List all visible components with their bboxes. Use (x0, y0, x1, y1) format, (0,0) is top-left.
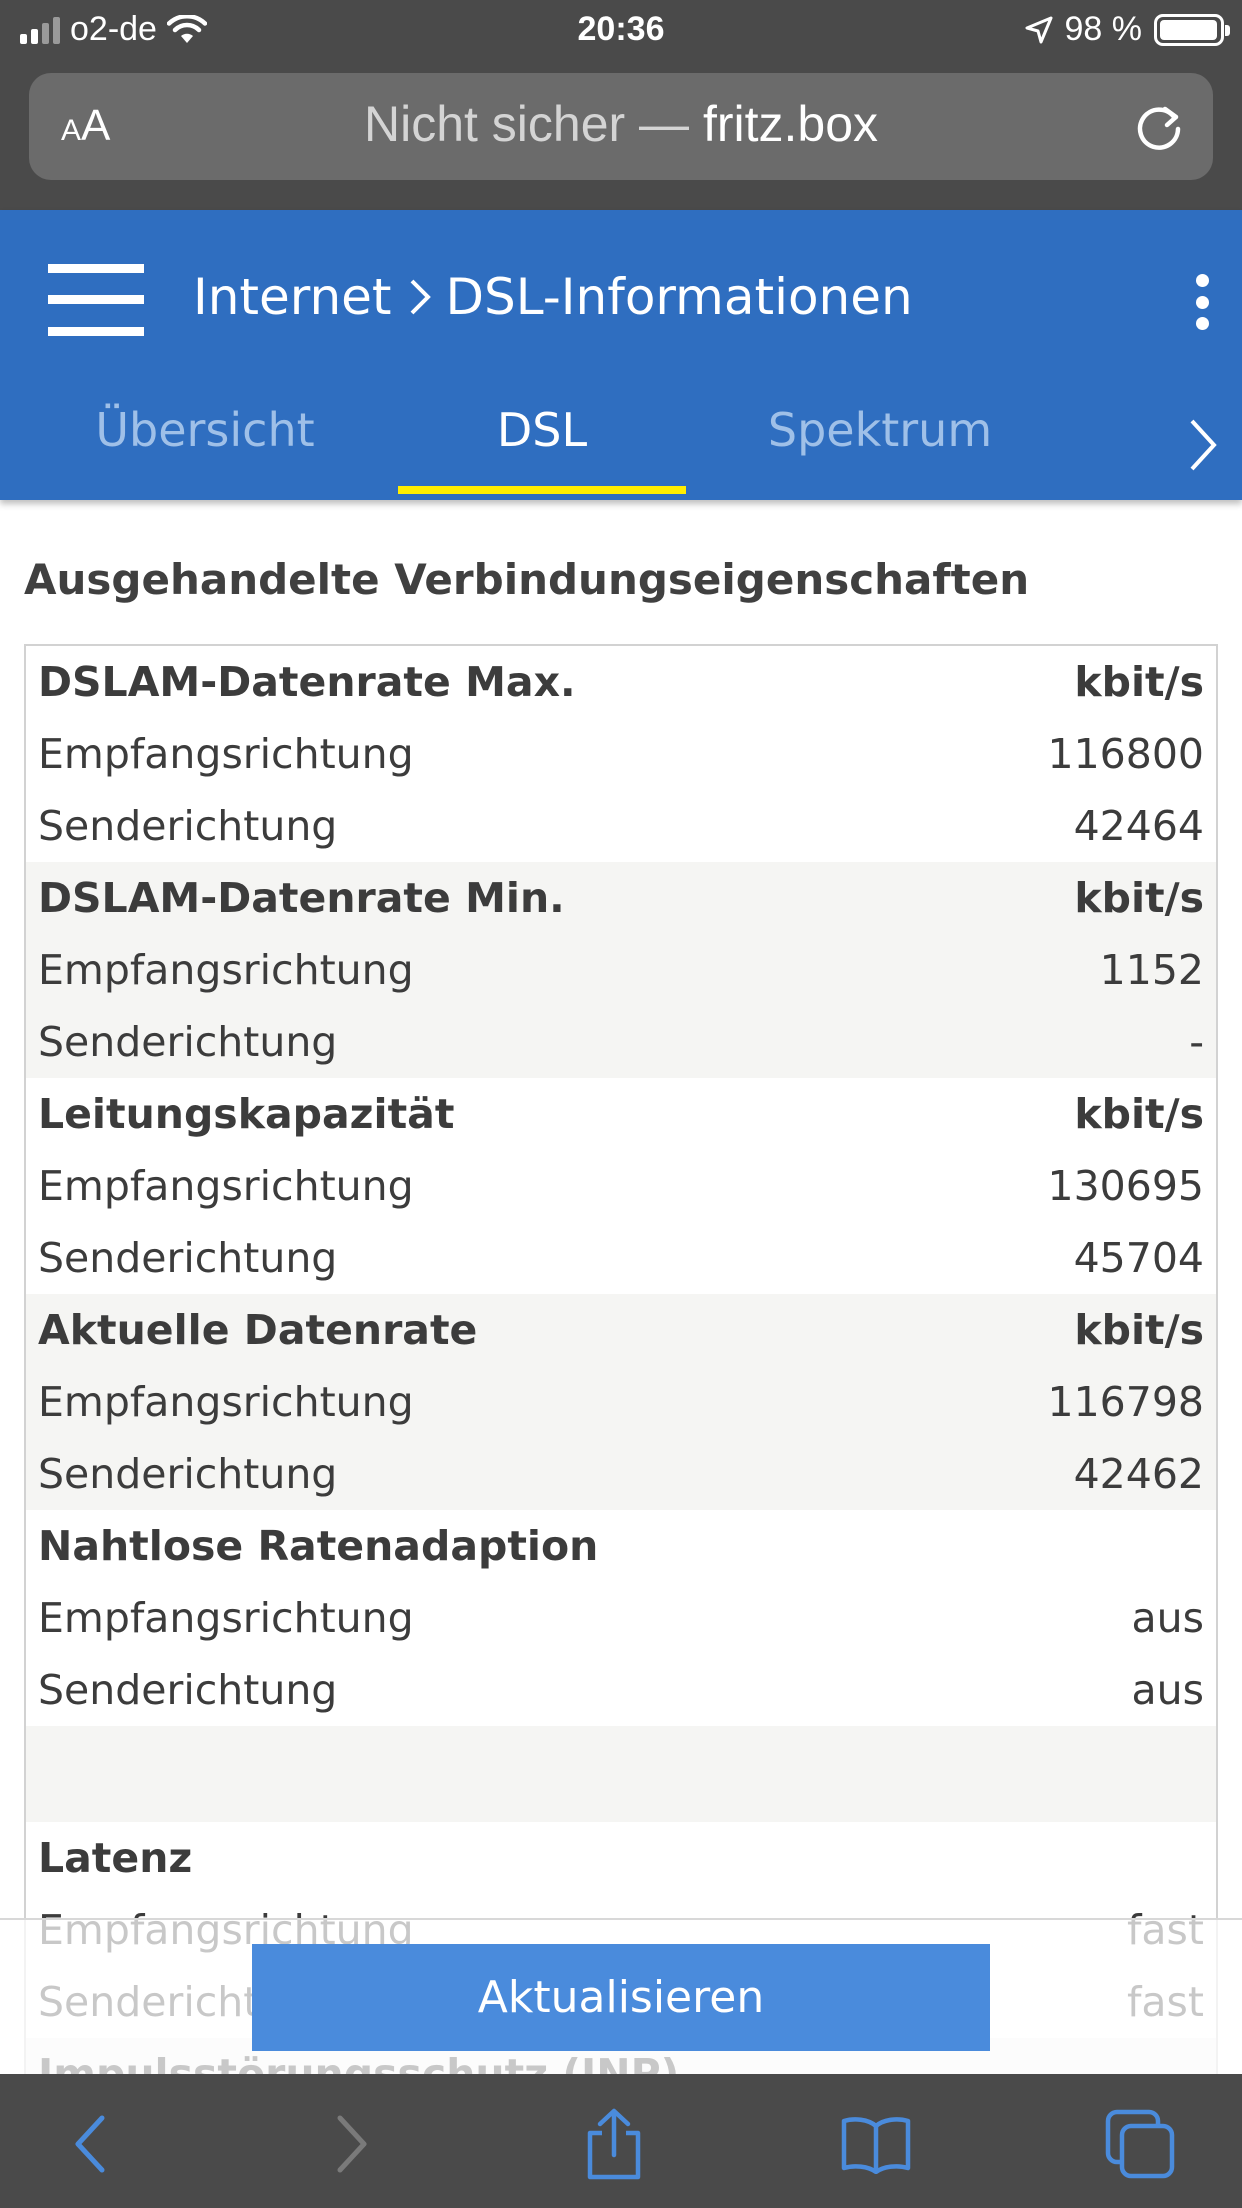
unit-label: kbit/s (1074, 1306, 1204, 1354)
tab-bar (0, 395, 1242, 500)
table-row (26, 1150, 1216, 1222)
tab-spektrum[interactable]: Spektrum (767, 403, 993, 457)
address-bar[interactable] (29, 73, 1213, 180)
browser-top-bar (0, 60, 1242, 210)
breadcrumb-parent[interactable]: Internet (193, 268, 392, 326)
breadcrumb (193, 268, 913, 326)
group-header (26, 862, 1216, 934)
group-title: DSLAM-Datenrate Min. (38, 874, 565, 922)
battery-level (1160, 20, 1217, 40)
tabs-button[interactable] (1100, 2104, 1180, 2184)
group-header (26, 1294, 1216, 1366)
unit-label: kbit/s (1074, 658, 1204, 706)
share-button[interactable] (574, 2104, 654, 2184)
breadcrumb-current: DSL-Informationen (445, 268, 913, 326)
row-label: Senderichtung (38, 1450, 338, 1498)
battery-percentage: 98 % (1064, 10, 1142, 48)
group-title: Aktuelle Datenrate (38, 1306, 478, 1354)
reload-icon[interactable] (1129, 97, 1189, 157)
table-row (26, 1222, 1216, 1294)
status-right (1025, 10, 1225, 49)
tabs-icon (1104, 2108, 1176, 2180)
forward-button[interactable] (312, 2104, 392, 2184)
table-row (26, 1006, 1216, 1078)
back-icon (70, 2112, 110, 2176)
tab-uebersicht[interactable]: Übersicht (95, 403, 315, 457)
table-row (26, 1654, 1216, 1726)
location-arrow-icon (1025, 16, 1053, 44)
reader-options-button[interactable]: AA (61, 101, 111, 150)
empty-row (26, 1798, 1216, 1822)
url-host: fritz.box (702, 96, 879, 152)
menu-icon[interactable] (48, 264, 144, 336)
row-label: Empfangsrichtung (38, 1162, 414, 1210)
table-row (26, 790, 1216, 862)
row-value: - (1189, 1018, 1204, 1066)
group-header (26, 646, 1216, 718)
row-value: aus (1131, 1594, 1204, 1642)
table-row (26, 1366, 1216, 1438)
row-label: Empfangsrichtung (38, 946, 414, 994)
table-row (26, 718, 1216, 790)
group-seamless-rate-adaption (26, 1510, 1216, 1726)
group-current-rate (26, 1294, 1216, 1510)
group-title: Leitungskapazität (38, 1090, 455, 1138)
update-button[interactable]: Aktualisieren (252, 1944, 990, 2051)
group-line-capacity (26, 1078, 1216, 1294)
row-value: 45704 (1073, 1234, 1204, 1282)
row-value: 1152 (1099, 946, 1204, 994)
status-bar (0, 0, 1242, 60)
group-title: Nahtlose Ratenadaption (38, 1522, 599, 1570)
row-value: 42462 (1073, 1450, 1204, 1498)
row-label: Empfangsrichtung (38, 1378, 414, 1426)
row-label: Senderichtung (38, 1234, 338, 1282)
group-header (26, 1822, 1216, 1894)
app-header (0, 210, 1242, 500)
row-label: Senderichtung (38, 1666, 338, 1714)
row-value: 130695 (1047, 1162, 1204, 1210)
empty-row (26, 1726, 1216, 1798)
tabs-scroll-right-icon[interactable] (1182, 415, 1222, 475)
group-title: DSLAM-Datenrate Max. (38, 658, 576, 706)
bookmarks-icon (840, 2114, 912, 2174)
table-row (26, 934, 1216, 1006)
share-icon (582, 2107, 646, 2181)
row-label: Empfangsrichtung (38, 730, 414, 778)
row-label: Empfangsrichtung (38, 1594, 414, 1642)
bookmarks-button[interactable] (836, 2104, 916, 2184)
row-value: 42464 (1073, 802, 1204, 850)
group-header (26, 1078, 1216, 1150)
empty-group (26, 1726, 1216, 1822)
group-title: Latenz (38, 1834, 193, 1882)
clock: 20:36 (577, 10, 665, 48)
back-button[interactable] (50, 2104, 130, 2184)
carrier-name: o2-de (70, 10, 157, 48)
active-tab-indicator (398, 486, 686, 494)
table-row (26, 1582, 1216, 1654)
row-value: 116800 (1047, 730, 1204, 778)
url-text[interactable] (29, 95, 1213, 153)
section-title: Ausgehandelte Verbindungseigenschaften (24, 555, 1030, 604)
browser-toolbar (0, 2074, 1242, 2208)
chevron-right-icon (404, 277, 434, 317)
group-dslam-min (26, 862, 1216, 1078)
battery-icon (1154, 14, 1224, 46)
group-header (26, 1510, 1216, 1582)
tab-dsl[interactable]: DSL (496, 403, 588, 457)
row-label: Senderichtung (38, 1018, 338, 1066)
row-value: 116798 (1047, 1378, 1204, 1426)
unit-label: kbit/s (1074, 874, 1204, 922)
table-row (26, 1438, 1216, 1510)
unit-label: kbit/s (1074, 1090, 1204, 1138)
row-label: Senderichtung (38, 802, 338, 850)
row-value: aus (1131, 1666, 1204, 1714)
forward-icon (332, 2112, 372, 2176)
group-dslam-max (26, 646, 1216, 862)
more-options-icon[interactable] (1190, 274, 1214, 330)
url-security-label: Nicht sicher — (363, 96, 703, 152)
